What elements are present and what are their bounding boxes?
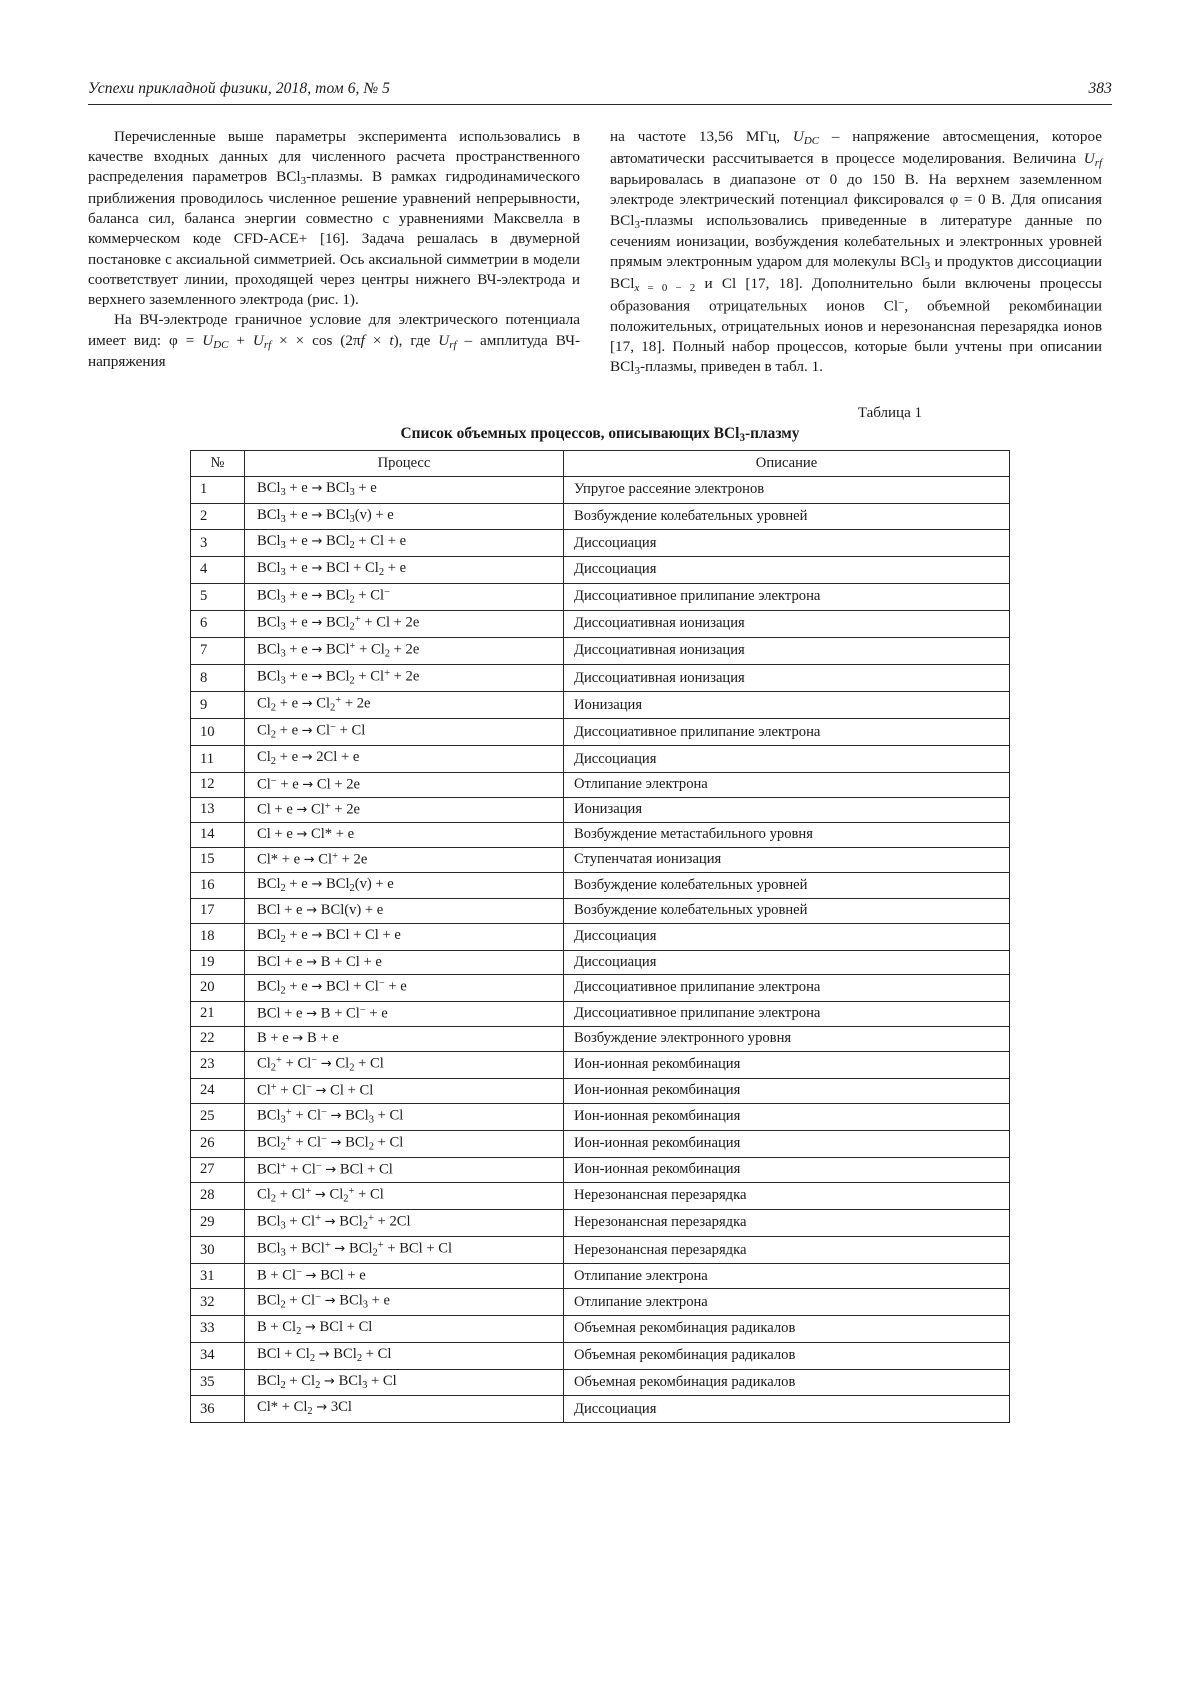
cell-number: 29 [191, 1210, 245, 1237]
cell-description: Возбуждение электронного уровня [564, 1027, 1010, 1052]
cell-number: 34 [191, 1343, 245, 1370]
cell-number: 35 [191, 1369, 245, 1396]
cell-number: 1 [191, 477, 245, 504]
table-row [191, 1182, 1010, 1209]
cell-number: 24 [191, 1078, 245, 1103]
cell-number: 17 [191, 899, 245, 924]
table-row [191, 1210, 1010, 1237]
cell-description: Отлипание электрона [564, 1264, 1010, 1289]
table-row [191, 503, 1010, 530]
paragraph-right-1: на частоте 13,56 МГц, $U_{DC}$ – напряжение автосмещения, которое автоматически рассчитывается в процессе моделирования. Величина $U_{rf}$ варьировалась в диапазоне от 0 до 150 В. На верхнем заземленном электроде электрический потенциал фиксировался φ = 0 В. Для описания BCl$_3$-плазмы использовались приведенные в литературе данные по сечениям ионизации, возбуждения колебательных и электронных уровней прямым электронным ударом для молекулы BCl$_3$ и продуктов диссоциации BCl$_{x = 0 - 2}$ и Cl [17, 18]. Дополнительно были включены процессы образования отрицательных ионов Cl−, объемной рекомбинации положительных, отрицательных ионов и нерезонансная перезарядка ионов [17, 18]. Полный набор процессов, которые были учтены при описании BCl$_3$-плазмы, приведен в табл. 1. [610, 128, 1103, 378]
cell-description: Диссоциация [564, 1396, 1010, 1423]
cell-process: BCl$_3$ + BCl+ → BCl$_2$+ + BCl + Cl [245, 1237, 564, 1264]
cell-description: Отлипание электрона [564, 773, 1010, 798]
cell-number: 7 [191, 638, 245, 665]
cell-description: Отлипание электрона [564, 1289, 1010, 1316]
cell-process: BCl$_3$ + e → BCl$_3$(v) + e [245, 503, 564, 530]
cell-process: $BCl_2 + Cl_2 \to BCl_3 + Cl$ [245, 1369, 564, 1396]
cell-description: Диссоциативная ионизация [564, 665, 1010, 692]
table-row [191, 530, 1010, 557]
table-row [191, 1027, 1010, 1052]
cell-description: Диссоциация [564, 923, 1010, 950]
table-row [191, 1103, 1010, 1130]
table-row [191, 1264, 1010, 1289]
cell-number: 19 [191, 950, 245, 975]
cell-number: 30 [191, 1237, 245, 1264]
cell-process: Cl+ + Cl− → Cl + Cl [245, 1078, 564, 1103]
table-row [191, 692, 1010, 719]
table-row [191, 1369, 1010, 1396]
cell-process: $Cl* + Cl_2 \to 3Cl$ [245, 1396, 564, 1423]
table-row [191, 665, 1010, 692]
cell-process: BCl$_3$ + Cl+ → BCl$_2$+ + 2Cl [245, 1210, 564, 1237]
cell-number: 36 [191, 1396, 245, 1423]
cell-number: 8 [191, 665, 245, 692]
cell-process: Cl + e → Cl+ + 2e [245, 798, 564, 823]
cell-process: Cl* + e → Cl+ + 2e [245, 847, 564, 872]
cell-process: BCl$_3$ + e → BCl$_2$+ + Cl + 2e [245, 610, 564, 637]
cell-number: 15 [191, 847, 245, 872]
cell-process: BCl+ + Cl− → BCl + Cl [245, 1157, 564, 1182]
table-row [191, 583, 1010, 610]
table-row [191, 899, 1010, 924]
cell-process: $Cl_2 + e \to 2Cl + e$ [245, 746, 564, 773]
cell-number: 16 [191, 872, 245, 899]
column-header-process: Процесс [245, 450, 564, 476]
table-header-row [191, 450, 1010, 476]
table-number: Таблица 1 [857, 404, 922, 421]
table-row [191, 1002, 1010, 1027]
cell-process: BCl$_2$ + e → BCl + Cl− + e [245, 975, 564, 1002]
table-row [191, 1157, 1010, 1182]
table-row [191, 557, 1010, 584]
cell-process: BCl$_3$ + e → BCl$_2$ + Cl− [245, 583, 564, 610]
cell-process: BCl$_3$ + e → BCl$_2$ + Cl+ + 2e [245, 665, 564, 692]
running-head [88, 80, 1112, 105]
cell-description: Ионизация [564, 798, 1010, 823]
table-row [191, 1078, 1010, 1103]
table-row [191, 950, 1010, 975]
cell-number: 11 [191, 746, 245, 773]
cell-description: Нерезонансная перезарядка [564, 1210, 1010, 1237]
cell-description: Нерезонансная перезарядка [564, 1182, 1010, 1209]
table-row [191, 1316, 1010, 1343]
cell-number: 3 [191, 530, 245, 557]
cell-process: B + Cl− → BCl + e [245, 1264, 564, 1289]
paragraph-left-1: Перечисленные выше параметры эксперимента использовались в качестве входных данных для численного расчета пространственного распределения параметров BCl$_3$-плазмы. В рамках гидродинамического приближения проводилось численное решение уравнений непрерывности, баланса сил, баланса энергии совместно с уравнениями Максвелла в коммерческом коде CFD-ACE+ [16]. Задача решалась в двумерной постановке с аксиальной симметрией. Ось аксиальной симметрии в модели соответствует линии, проходящей через центры нижнего ВЧ-электрода и верхнего заземленного электрода (рис. 1). [88, 128, 580, 309]
cell-number: 4 [191, 557, 245, 584]
cell-description: Диссоциация [564, 557, 1010, 584]
cell-process: BCl + $Cl_2 \to BCl_2 + Cl$ [245, 1343, 564, 1370]
cell-process: $Cl_2^+ + Cl^- \to Cl_2 + Cl$ [245, 1051, 564, 1078]
cell-process: BCl$_3$ + e → BCl$_3$ + e [245, 477, 564, 504]
table-row [191, 719, 1010, 746]
cell-process: BCl + e → BCl(v) + e [245, 899, 564, 924]
table-row [191, 746, 1010, 773]
table-caption: Список объемных процессов, описывающих BCl$_3$-плазму [400, 424, 800, 444]
table-row [191, 477, 1010, 504]
cell-process: BCl$_2$+ + Cl− → BCl$_2$ + Cl [245, 1130, 564, 1157]
cell-description: Ион-ионная рекомбинация [564, 1051, 1010, 1078]
cell-number: 21 [191, 1002, 245, 1027]
cell-number: 22 [191, 1027, 245, 1052]
cell-description: Возбуждение колебательных уровней [564, 503, 1010, 530]
cell-process: $Cl_2 + Cl^+ \to Cl_2^+ + Cl$ [245, 1182, 564, 1209]
cell-description: Ион-ионная рекомбинация [564, 1157, 1010, 1182]
cell-description: Объемная рекомбинация радикалов [564, 1316, 1010, 1343]
cell-description: Возбуждение колебательных уровней [564, 872, 1010, 899]
cell-number: 14 [191, 823, 245, 848]
cell-number: 26 [191, 1130, 245, 1157]
cell-process: BCl$_3$ + e → BCl + $Cl_2 + e$ [245, 557, 564, 584]
cell-number: 6 [191, 610, 245, 637]
cell-process: BCl$_2$ + e → BCl$_2$(v) + e [245, 872, 564, 899]
page-number: 383 [1088, 80, 1112, 97]
paragraph-left-2: На ВЧ-электроде граничное условие для электрического потенциала имеет вид: $\varphi = U_{DC} + U_{rf}$ × × cos (2πf × t), где $U_{rf}$ – амплитуда ВЧ-напряжения [88, 311, 581, 371]
cell-description: Возбуждение колебательных уровней [564, 899, 1010, 924]
cell-process: BCl + e → B + Cl− + e [245, 1002, 564, 1027]
cell-process: BCl$_3$+ + Cl− → BCl$_3$ + Cl [245, 1103, 564, 1130]
cell-process: $Cl_2 + e \to Cl^- + Cl$ [245, 719, 564, 746]
cell-description: Упругое рассеяние электронов [564, 477, 1010, 504]
table-row [191, 872, 1010, 899]
cell-process: BCl$_2$ + Cl− → BCl$_3$ + e [245, 1289, 564, 1316]
cell-description: Диссоциативное прилипание электрона [564, 583, 1010, 610]
table-row [191, 638, 1010, 665]
column-header-number: № [191, 450, 245, 476]
cell-number: 2 [191, 503, 245, 530]
table-row [191, 610, 1010, 637]
cell-number: 23 [191, 1051, 245, 1078]
column-right [610, 127, 1102, 379]
cell-process: $B + Cl_2$ → BCl + Cl [245, 1316, 564, 1343]
table-row [191, 823, 1010, 848]
cell-number: 9 [191, 692, 245, 719]
cell-description: Ион-ионная рекомбинация [564, 1078, 1010, 1103]
table-row [191, 773, 1010, 798]
cell-number: 32 [191, 1289, 245, 1316]
cell-description: Нерезонансная перезарядка [564, 1237, 1010, 1264]
cell-description: Ионизация [564, 692, 1010, 719]
cell-description: Диссоциативная ионизация [564, 638, 1010, 665]
table-body [191, 477, 1010, 1423]
cell-number: 25 [191, 1103, 245, 1130]
table-row [191, 1343, 1010, 1370]
cell-process: BCl + e → B + Cl + e [245, 950, 564, 975]
cell-description: Объемная рекомбинация радикалов [564, 1369, 1010, 1396]
cell-description: Диссоциативное прилипание электрона [564, 719, 1010, 746]
cell-number: 12 [191, 773, 245, 798]
table-row [191, 975, 1010, 1002]
column-header-description: Описание [564, 450, 1010, 476]
cell-number: 28 [191, 1182, 245, 1209]
cell-description: Диссоциация [564, 746, 1010, 773]
cell-number: 5 [191, 583, 245, 610]
cell-process: $BCl_3 + e \to BCl^+ + Cl_2 + 2e$ [245, 638, 564, 665]
processes-table [190, 450, 1010, 1423]
cell-process: BCl$_2$ + e → BCl + Cl + e [245, 923, 564, 950]
table-row [191, 923, 1010, 950]
table-row [191, 1396, 1010, 1423]
cell-description: Объемная рекомбинация радикалов [564, 1343, 1010, 1370]
column-left [88, 127, 580, 372]
cell-description: Диссоциация [564, 950, 1010, 975]
cell-process: Cl− + e → Cl + 2e [245, 773, 564, 798]
cell-number: 10 [191, 719, 245, 746]
table-row [191, 1130, 1010, 1157]
table-row [191, 847, 1010, 872]
cell-description: Диссоциативное прилипание электрона [564, 975, 1010, 1002]
cell-number: 27 [191, 1157, 245, 1182]
cell-process: B + e → B + e [245, 1027, 564, 1052]
cell-description: Диссоциативная ионизация [564, 610, 1010, 637]
cell-process: BCl$_3$ + e → BCl$_2$ + Cl + e [245, 530, 564, 557]
cell-description: Ион-ионная рекомбинация [564, 1130, 1010, 1157]
cell-description: Диссоциативное прилипание электрона [564, 1002, 1010, 1027]
cell-process: $Cl_2 + e \to Cl_2^+ + 2e$ [245, 692, 564, 719]
cell-process: Cl + e → Cl* + e [245, 823, 564, 848]
table-row [191, 1289, 1010, 1316]
cell-number: 13 [191, 798, 245, 823]
cell-number: 18 [191, 923, 245, 950]
table-zone [88, 405, 1112, 1424]
journal-title: Успехи прикладной физики, 2018, том 6, № 5 [88, 80, 391, 97]
table-row [191, 1237, 1010, 1264]
cell-number: 33 [191, 1316, 245, 1343]
cell-description: Диссоциация [564, 530, 1010, 557]
two-column-body [88, 127, 1112, 379]
table-row [191, 798, 1010, 823]
cell-description: Ион-ионная рекомбинация [564, 1103, 1010, 1130]
table-row [191, 1051, 1010, 1078]
cell-description: Возбуждение метастабильного уровня [564, 823, 1010, 848]
cell-number: 20 [191, 975, 245, 1002]
cell-description: Ступенчатая ионизация [564, 847, 1010, 872]
cell-number: 31 [191, 1264, 245, 1289]
